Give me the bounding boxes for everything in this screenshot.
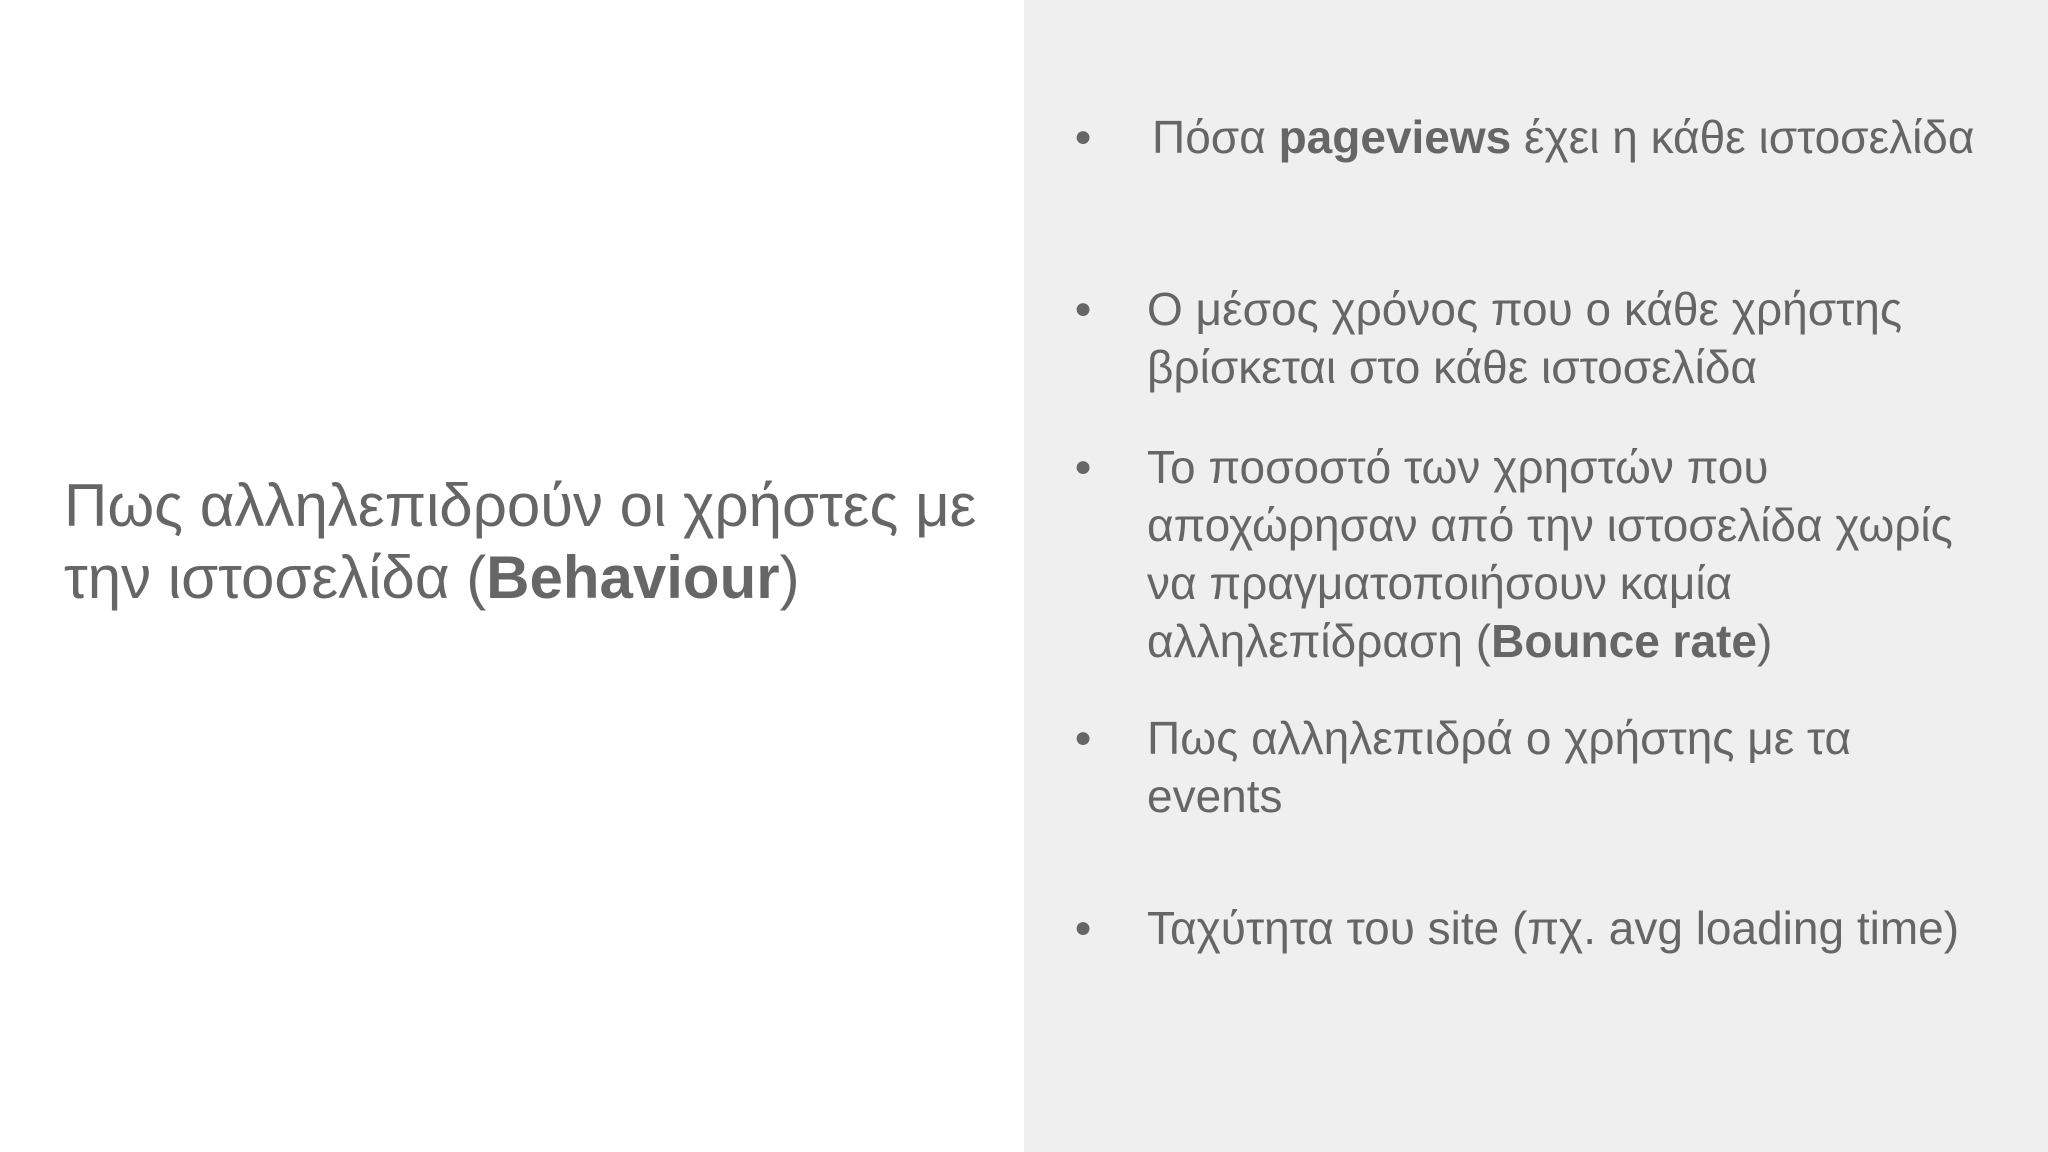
- bullet-text: [1147, 280, 2047, 396]
- bullet-icon: ●: [1074, 911, 1093, 944]
- slide-title: [64, 470, 984, 614]
- bullet-line: events: [1147, 770, 1283, 822]
- slide-title-prefix: Πως αλληλεπιδρούν οι χρήστες με την ιστοσελίδα (: [64, 472, 977, 611]
- slide-title-suffix: ): [779, 544, 800, 611]
- bullet-text-suffix: έχει η κάθε ιστοσελίδα: [1511, 111, 1975, 163]
- bullet-line: αποχώρησαν από την ιστοσελίδα χωρίς: [1147, 499, 1953, 551]
- bullet-text-prefix: Πόσα: [1152, 111, 1279, 163]
- bullet-icon: ●: [1074, 120, 1093, 153]
- bullet-line: Πως αλληλεπιδρά ο χρήστης με τα: [1147, 712, 1852, 764]
- bullet-icon: ●: [1074, 292, 1093, 325]
- bullet-line: βρίσκεται στο κάθε ιστοσελίδα: [1147, 341, 1758, 393]
- bullet-line: [1147, 612, 2047, 670]
- bullet-text-bold: Bounce rate: [1491, 615, 1757, 667]
- bullet-line: Ταχύτητα του site (πχ. avg loading time): [1147, 902, 1960, 954]
- bullet-text-bold: pageviews: [1278, 111, 1512, 163]
- bullet-icon: ●: [1074, 721, 1093, 754]
- bullet-line: να πραγματοποιήσουν καμία: [1147, 557, 1733, 609]
- bullet-text: [1152, 108, 2048, 166]
- bullet-text-suffix: ): [1756, 615, 1773, 667]
- bullet-line: Ο μέσος χρόνος που ο κάθε χρήστης: [1147, 283, 1903, 335]
- bullet-text: [1147, 438, 2047, 670]
- bullet-icon: ●: [1074, 450, 1093, 483]
- slide-title-bold: Behaviour: [486, 544, 780, 611]
- bullet-text-prefix: αλληλεπίδραση (: [1147, 615, 1492, 667]
- bullet-text: [1147, 899, 2047, 957]
- bullet-text: [1147, 709, 2047, 825]
- bullet-line: Το ποσοστό των χρηστών που: [1147, 441, 1769, 493]
